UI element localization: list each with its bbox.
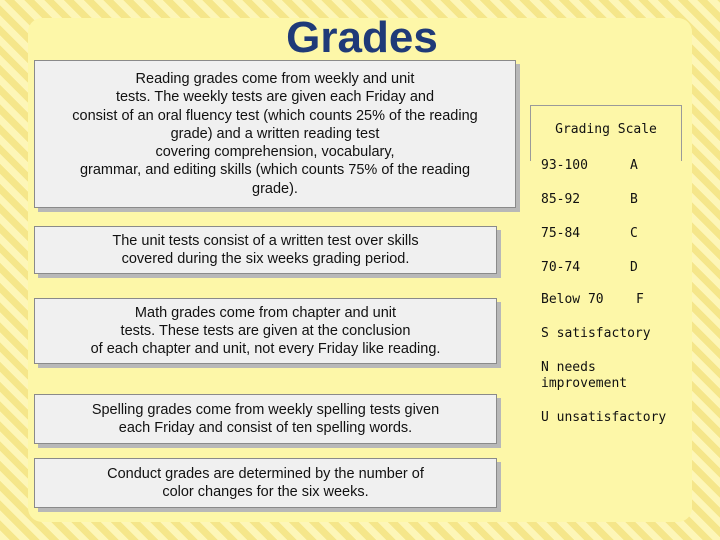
grade-range: Below 70: [541, 292, 604, 307]
grade-letter: B: [630, 192, 638, 207]
unit-tests-box: [34, 226, 497, 274]
page-title: Grades: [286, 13, 438, 62]
grading-scale-title: Grading Scale: [555, 122, 657, 137]
grade-letter: D: [630, 260, 638, 275]
grade-letter: A: [630, 158, 638, 173]
grade-letter: F: [636, 292, 644, 307]
reading-grades-text: Reading grades come from weekly and unit tests. The weekly tests are given each Friday and consist of an oral fluency test (which counts 25% of the reading grade) and a written reading test covering comprehension, vocabulary, grammar, and editing skills (which counts 75% of the reading grade).: [72, 71, 478, 197]
legend-unsatisfactory: U unsatisfactory: [541, 410, 667, 425]
grade-range: 93-100: [541, 158, 588, 173]
math-grades-box: [34, 298, 497, 364]
conduct-grades-box: [34, 458, 497, 508]
grade-range: 75-84: [541, 226, 581, 241]
math-grades-text: Math grades come from chapter and unit tests. These tests are given at the conclusion of each chapter and unit, not every Friday like reading.: [90, 304, 441, 358]
legend-satisfactory: S satisfactory: [541, 326, 651, 341]
reading-grades-box: [34, 60, 516, 208]
grade-range: 85-92: [541, 192, 581, 207]
spelling-grades-box: [34, 394, 497, 444]
spelling-grades-text: Spelling grades come from weekly spelling tests given each Friday and consist of ten spelling words.: [91, 401, 440, 436]
legend-needs-improvement: N needs improvement: [541, 360, 628, 391]
unit-tests-text: The unit tests consist of a written test over skills covered during the six weeks grading period.: [112, 232, 419, 267]
grade-range: 70-74: [541, 260, 581, 275]
grade-letter: C: [630, 226, 638, 241]
conduct-grades-text: Conduct grades are determined by the number of color changes for the six weeks.: [107, 465, 424, 500]
